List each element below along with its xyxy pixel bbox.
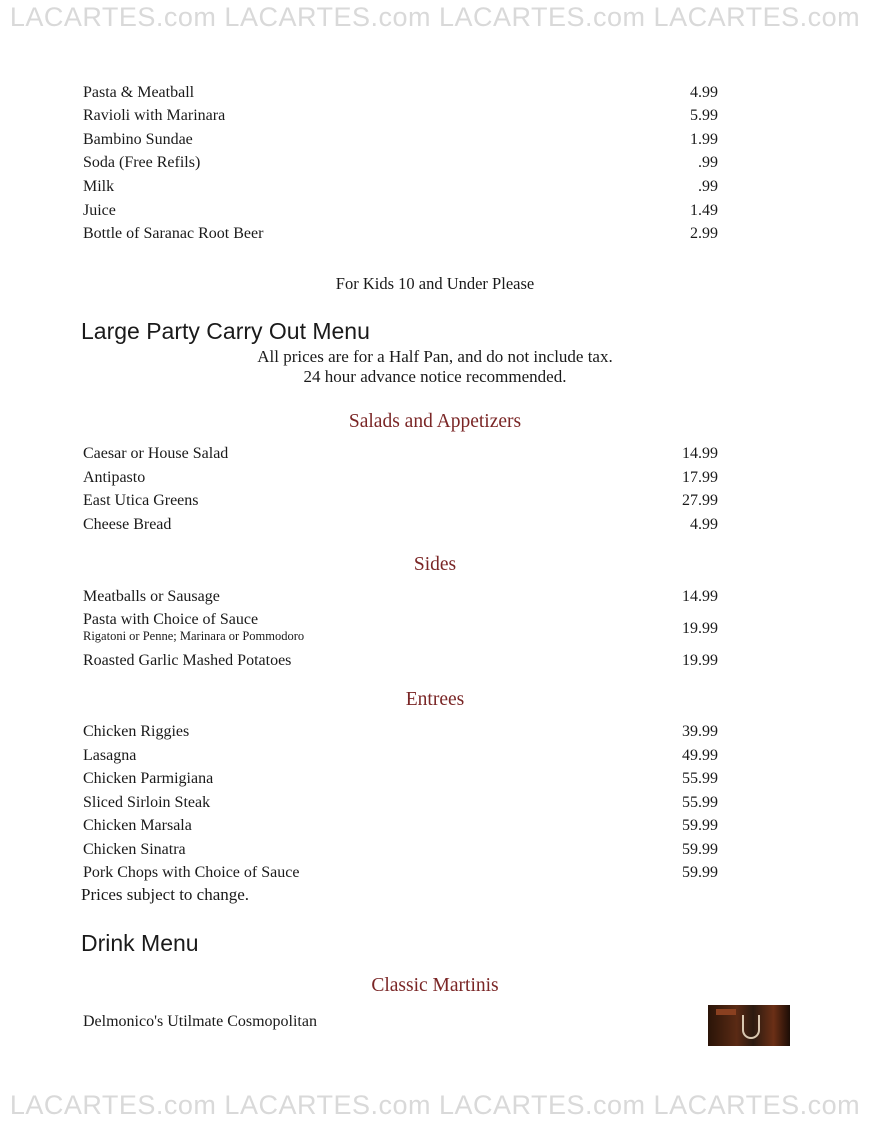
item-name: Pasta with Choice of Sauce: [83, 611, 259, 628]
section-heading-martinis: Classic Martinis: [371, 975, 499, 996]
section-heading-salads: Salads and Appetizers: [348, 411, 522, 432]
item-price: 39.99: [682, 723, 718, 740]
large-party-subtitle: All prices are for a Half Pan, and do not include tax.: [257, 347, 613, 366]
prices-note: Prices subject to change.: [81, 885, 250, 904]
item-price: 19.99: [682, 620, 718, 637]
item-name: East Utica Greens: [83, 492, 199, 509]
item-name: Soda (Free Refils): [83, 154, 201, 171]
item-name: Meatballs or Sausage: [83, 588, 220, 605]
item-name: Chicken Sinatra: [83, 841, 186, 858]
cocktail-photo: [708, 1005, 790, 1046]
item-price: 1.99: [690, 131, 718, 148]
watermark-top: LACARTES.com LACARTES.com LACARTES.com LACARTES.com: [9, 2, 861, 32]
item-price: 59.99: [682, 864, 718, 881]
item-price: 5.99: [690, 107, 718, 124]
item-price: 4.99: [690, 516, 718, 533]
item-price: 4.99: [690, 84, 718, 101]
item-name: Pork Chops with Choice of Sauce: [83, 864, 300, 881]
kids-age-note: For Kids 10 and Under Please: [335, 274, 535, 293]
section-heading-entrees: Entrees: [405, 689, 465, 710]
large-party-title: Large Party Carry Out Menu: [81, 318, 370, 344]
item-name: Bottle of Saranac Root Beer: [83, 225, 264, 242]
item-name: Delmonico's Utilmate Cosmopolitan: [83, 1013, 317, 1030]
martini-glass-icon: [742, 1015, 760, 1039]
item-price: .99: [698, 178, 718, 195]
item-name: Cheese Bread: [83, 516, 172, 533]
item-name: Chicken Riggies: [83, 723, 190, 740]
item-name: Milk: [83, 178, 115, 195]
item-price: 59.99: [682, 817, 718, 834]
large-party-notice: 24 hour advance notice recommended.: [303, 367, 567, 386]
item-name: Roasted Garlic Mashed Potatoes: [83, 652, 292, 669]
item-price: 1.49: [690, 202, 718, 219]
item-price: .99: [698, 154, 718, 171]
item-name: Sliced Sirloin Steak: [83, 794, 211, 811]
item-price: 55.99: [682, 770, 718, 787]
item-name: Juice: [83, 202, 116, 219]
item-price: 14.99: [682, 445, 718, 462]
item-name: Lasagna: [83, 747, 137, 764]
photo-highlight: [716, 1009, 736, 1015]
item-name: Antipasto: [83, 469, 146, 486]
item-name: Bambino Sundae: [83, 131, 193, 148]
section-heading-sides: Sides: [413, 554, 457, 575]
item-price: 19.99: [682, 652, 718, 669]
drink-menu-title: Drink Menu: [81, 930, 199, 956]
watermark-bottom: LACARTES.com LACARTES.com LACARTES.com LACARTES.com: [9, 1090, 861, 1120]
item-name: Pasta & Meatball: [83, 84, 195, 101]
item-price: 17.99: [682, 469, 718, 486]
item-name: Chicken Marsala: [83, 817, 192, 834]
item-name: Chicken Parmigiana: [83, 770, 214, 787]
item-description: Rigatoni or Penne; Marinara or Pommodoro: [83, 629, 305, 643]
item-price: 49.99: [682, 747, 718, 764]
item-name: Caesar or House Salad: [83, 445, 229, 462]
item-price: 27.99: [682, 492, 718, 509]
item-price: 59.99: [682, 841, 718, 858]
item-price: 55.99: [682, 794, 718, 811]
item-price: 2.99: [690, 225, 718, 242]
item-name: Ravioli with Marinara: [83, 107, 226, 124]
item-price: 14.99: [682, 588, 718, 605]
